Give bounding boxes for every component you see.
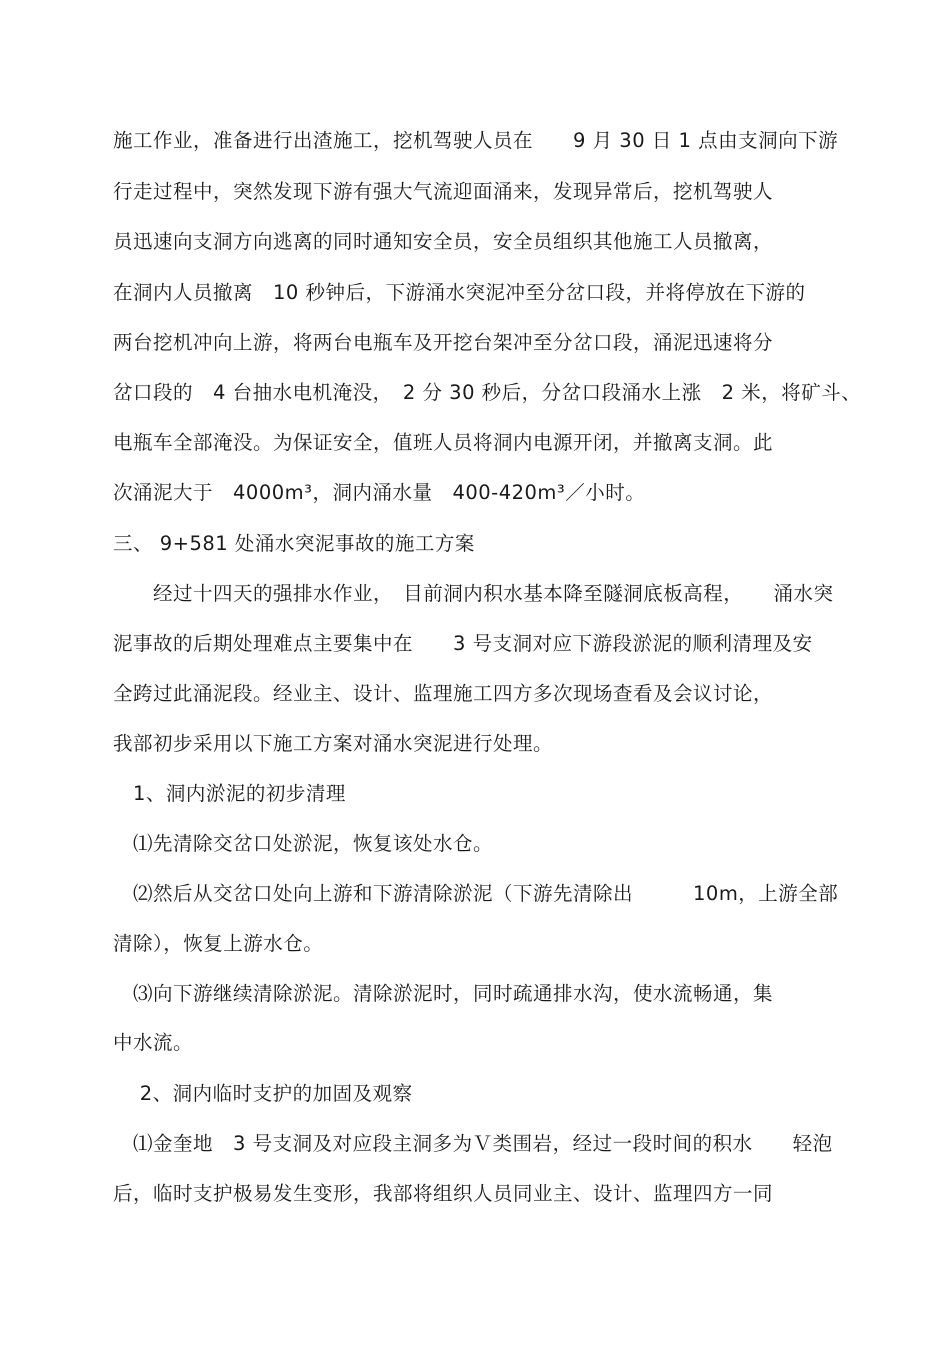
text-line: ⑴金奎地 3 号支洞及对应段主洞多为Ｖ类围岩，经过一段时间的积水 轻泡: [113, 1132, 833, 1155]
text-line: 次涌泥大于 4000m³，洞内涌水量 400-420m³／小时。: [113, 481, 646, 504]
text-line: 后，临时支护极易发生变形，我部将组织人员同业主、设计、监理四方一同: [113, 1182, 774, 1205]
text-line: 全跨过此涌泥段。经业主、设计、监理施工四方多次现场查看及会议讨论，: [113, 682, 774, 705]
text-line: ⑵然后从交岔口处向上游和下游清除淤泥（下游先清除出 10m，上游全部: [113, 882, 839, 905]
text-line: 两台挖机冲向上游，将两台电瓶车及开挖台架冲至分岔口段，涌泥迅速将分: [113, 331, 774, 354]
text-line: 岔口段的 4 台抽水电机淹没， 2 分 30 秒后，分岔口段涌水上涨 2 米，将矿斗、: [113, 381, 862, 404]
text-line: 我部初步采用以下施工方案对涌水突泥进行处理。: [113, 732, 554, 755]
subsection-heading: 1、洞内淤泥的初步清理: [113, 782, 346, 805]
text-line: 电瓶车全部淹没。为保证安全，值班人员将洞内电源开闭，并撤离支洞。此: [113, 431, 774, 454]
text-line: 清除），恢复上游水仓。: [113, 932, 324, 955]
text-line: 泥事故的后期处理难点主要集中在 3 号支洞对应下游段淤泥的顺利清理及安: [113, 632, 813, 655]
text-line: 在洞内人员撤离 10 秒钟后，下游涌水突泥冲至分岔口段，并将停放在下游的: [113, 281, 806, 304]
text-line: ⑴先清除交岔口处淤泥，恢复该处水仓。: [113, 832, 494, 855]
section-heading: 三、 9+581 处涌水突泥事故的施工方案: [113, 532, 475, 555]
text-line: ⑶向下游继续清除淤泥。清除淤泥时，同时疏通排水沟，使水流畅通，集: [113, 982, 774, 1005]
text-line: 经过十四天的强排水作业， 目前洞内积水基本降至隧洞底板高程， 涌水突: [113, 582, 834, 605]
text-line: 员迅速向支洞方向逃离的同时通知安全员，安全员组织其他施工人员撤离，: [113, 230, 774, 253]
text-line: 施工作业，准备进行出渣施工，挖机驾驶人员在 9 月 30 日 1 点由支洞向下游: [113, 129, 839, 152]
text-line: 行走过程中，突然发现下游有强大气流迎面涌来，发现异常后，挖机驾驶人: [113, 180, 774, 203]
subsection-heading: 2、洞内临时支护的加固及观察: [113, 1082, 413, 1105]
text-line: 中水流。: [113, 1031, 194, 1054]
